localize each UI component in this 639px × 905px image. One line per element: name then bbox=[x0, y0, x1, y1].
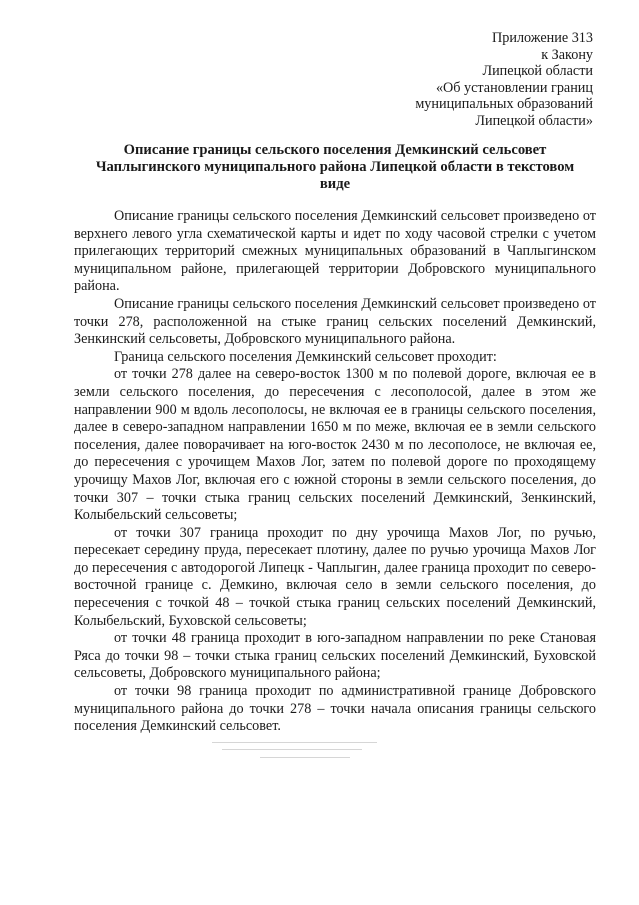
body-paragraph: от точки 278 далее на северо-восток 1300 м по полевой дороге, включая ее в земли сельского поселения, до пересечения с лесополосой, далее в этом же направлении 900 м вдоль лесополосы, не включая ее в границы сельского поселения, далее в северо-западном направлении 1650 м по меже, включая ее в земли сельского поселения, далее поворачивает на юго-восток 2430 м по лесополосе, не включая ее, до пересечения с урочищем Махов Лог, затем по полевой дороге по проходящему урочищу Махов Лог, включая его с южной стороны в земли сельского поселения, до точки 307 – точки стыка границ сельских поселений Демкинский, Зенкинский, Колыбельский сельсоветы; bbox=[74, 366, 596, 524]
title-line: виде bbox=[319, 176, 351, 193]
appendix-line: Липецкой области» bbox=[475, 112, 593, 129]
body-paragraph: Описание границы сельского поселения Демкинский сельсовет произведено от верхнего левого угла схематической карты и идет по ходу часовой стрелки с учетом прилегающих территорий смежных муниципальных образований в Чаплыгинском муниципальном районе, прилегающей территории Добровского муниципального района. bbox=[74, 208, 596, 295]
body-paragraph: от точки 48 граница проходит в юго-западном направлении по реке Становая Ряса до точки 98 – точки стыка границ сельских поселений Демкинский, Буховской сельсоветы, Добровского муниципального района; bbox=[74, 630, 596, 682]
body-paragraph: Граница сельского поселения Демкинский сельсовет проходит: bbox=[114, 348, 497, 365]
body-paragraph: Описание границы сельского поселения Демкинский сельсовет произведено от точки 278, расположенной на стыке границ сельских поселений Демкинский, Зенкинский сельсоветы, Добровского муниципального района. bbox=[74, 295, 596, 348]
appendix-block bbox=[415, 30, 593, 130]
appendix-line: Липецкой области bbox=[482, 63, 593, 80]
appendix-line: к Закону bbox=[541, 46, 593, 63]
appendix-line: муниципальных образований bbox=[415, 96, 593, 113]
appendix-line: «Об установлении границ bbox=[435, 79, 593, 96]
title-line: Чаплыгинского муниципального района Липецкой области в текстовом bbox=[95, 159, 575, 176]
body-paragraph: от точки 98 граница проходит по административной границе Добровского муниципального района до точки 278 – точки начала описания границы сельского поселения Демкинский сельсовет. bbox=[74, 683, 596, 735]
body-paragraph: от точки 307 граница проходит по дну урочища Махов Лог, по ручью, пересекает середину пруда, пересекает плотину, далее по ручью урочища Махов Лог до пересечения с автодорогой Липецк - Чаплыгин, далее граница проходит по северо-восточной границе с. Демкино, включая село в земли сельского поселения, до пересечения с точкой 48 – точкой стыка границ сельских поселений Демкинский, Колыбельский, Буховской сельсоветы; bbox=[74, 524, 596, 629]
scan-artifact bbox=[212, 740, 382, 766]
appendix-line: Приложение 313 bbox=[492, 30, 593, 46]
document-body bbox=[74, 208, 596, 736]
document-title bbox=[74, 142, 596, 194]
title-line: Описание границы сельского поселения Демкинский сельсовет bbox=[123, 142, 547, 158]
